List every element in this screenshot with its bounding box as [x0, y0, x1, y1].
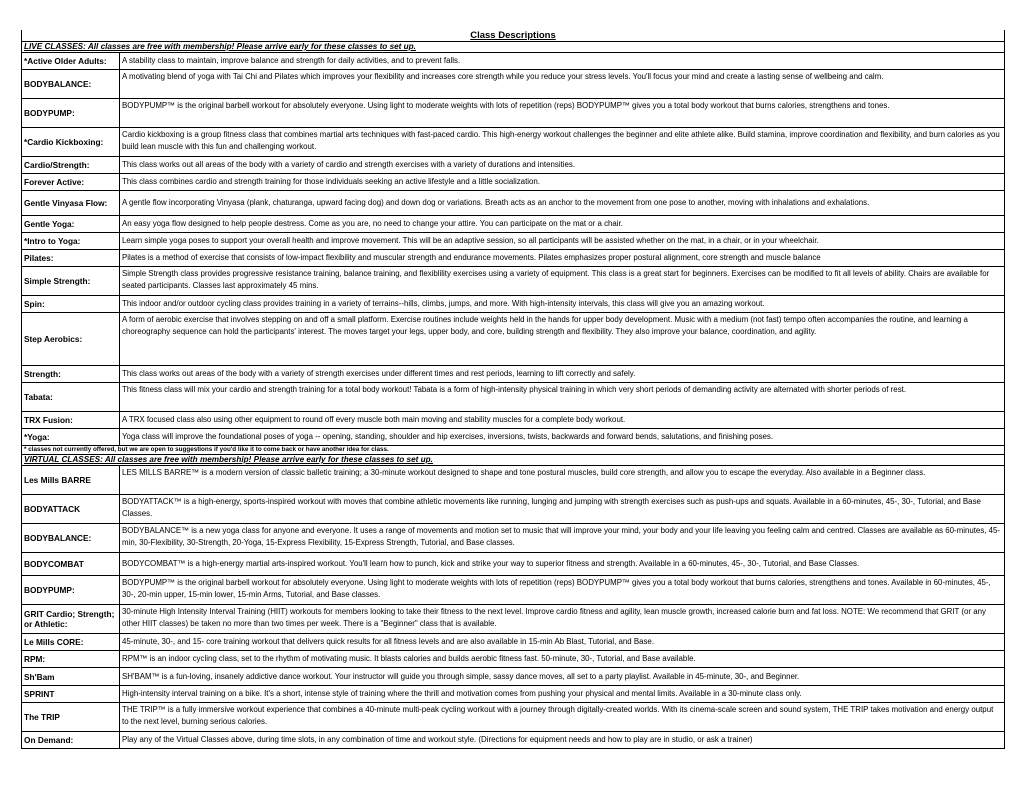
class-descriptions-table [21, 30, 1005, 749]
class-name: *Intro to Yoga: [22, 233, 120, 249]
class-description: This indoor and/or outdoor cycling class provides training in a variety of terrains--hills, climbs, jumps, and more. With high-intensity intervals, this class will give you an amazing workout. [122, 299, 765, 308]
class-description: Simple Strength class provides progressive resistance training, balance training, and flexiblility exercises using a variety of equipment. This class is a great start for beginners. Exercises can be modified to fit all levels of ability. Chairs are available for seated participants. Classes last approximately 45 mins. [122, 269, 990, 290]
table-row [22, 383, 1004, 412]
class-description: An easy yoga flow designed to help people destress. Come as you are, no need to change your attire. You can participate on the mat or a chair. [122, 219, 623, 228]
class-name: GRIT Cardio; Strength; or Athletic: [22, 605, 120, 633]
class-name: Gentle Yoga: [22, 216, 120, 232]
class-name: Tabata: [22, 383, 120, 411]
class-description: BODYPUMP™ is the original barbell workout for absolutely everyone. Using light to moderate weights with lots of repetition (reps) BODYPUMP™ gives you a total body workout that burns calories, strengthens and tones. [122, 101, 890, 110]
table-row [22, 216, 1004, 233]
class-name: Simple Strength: [22, 267, 120, 295]
class-name: Sh'Bam [22, 668, 120, 685]
table-row [22, 99, 1004, 128]
table-row [22, 668, 1004, 686]
class-name: *Cardio Kickboxing: [22, 128, 120, 156]
table-row [22, 412, 1004, 429]
class-description: BODYPUMP™ is the original barbell workout for absolutely everyone. Using light to moderate weights with lots of repetition (reps) BODYPUMP™ gives you a total body workout that burns calories, strengthens and tones. Available in 60-minutes, 45-, 30-, 20-min upper, 15-min lower, 15-min Arms, Tutorial, and Base classes. [122, 578, 991, 599]
class-description: BODYBALANCE™ is a new yoga class for anyone and everyone. It uses a range of movements and motion set to music that will improve your mind, your body and your life leaving you feeling calm and centred. Classes are available as 60-minutes, 45-min, 30-Flexibility, 30-Strength, 20-Yoga, 15-Express Flexibility, 15-Express Strength, Tutorial, and Base classes. [122, 526, 1001, 547]
live-classes-heading: LIVE CLASSES: All classes are free with membership! Please arrive early for these classes to set up. [22, 42, 1004, 53]
class-name: TRX Fusion: [22, 412, 120, 428]
class-description: This fitness class will mix your cardio and strength training for a total body workout! Tabata is a form of high-intensity physical training in which very short periods of demanding activity are alternated with shorter periods of rest. [122, 385, 907, 394]
table-row [22, 524, 1004, 553]
table-row [22, 53, 1004, 70]
class-description: 45-minute, 30-, and 15- core training workout that delivers quick results for all fitness levels and are also available in 15-min Ab Blast, Tutorial, and Base. [122, 637, 655, 646]
class-name: On Demand: [22, 732, 120, 748]
class-name: BODYPUMP: [22, 99, 120, 127]
class-description: Yoga class will improve the foundational poses of yoga -- opening, standing, shoulder and hip exercises, inversions, twists, backwards and forward bends, salutations, and finishing poses. [122, 432, 774, 441]
class-name: BODYCOMBAT [22, 553, 120, 575]
class-name: SPRINT [22, 686, 120, 702]
class-name: BODYPUMP: [22, 576, 120, 604]
virtual-classes-heading: VIRTUAL CLASSES: All classes are free with membership! Please arrive early for these classes to set up. [22, 455, 1004, 466]
class-description: Play any of the Virtual Classes above, during time slots, in any combination of time and workout style. (Directions for equipment needs and how to play are in studio, or ask a trainer) [122, 735, 753, 744]
table-row [22, 651, 1004, 668]
class-description: 30-minute High Intensity Interval Training (HIIT) workouts for members looking to take their fitness to the next level. Improve cardio fitness and agility, lean muscle growth, increased calorie burn and fat loss. NOTE: We recommend that GRIT (or any other HIIT classes) be taken no more than two times per week. There is a "Beginner" class that is available. [122, 607, 986, 628]
table-row [22, 157, 1004, 174]
class-name: BODYBALANCE: [22, 70, 120, 98]
table-row [22, 128, 1004, 157]
table-row [22, 553, 1004, 576]
class-description: A form of aerobic exercise that involves stepping on and off a small platform. Exercise routines include weights held in the hands for upper body development. Music with a medium (not fast) tempo often accompanies the routine, and learning a choreography sequence can hold the participants' interest. The moves target your legs, upper body, and core, building strength and flexibility. They also improve your balance, coordination, and agility. [122, 315, 968, 336]
table-row [22, 686, 1004, 703]
table-row [22, 703, 1004, 732]
class-description: LES MILLS BARRE™ is a modern version of classic balletic training; a 30-minute workout designed to shape and tone postural muscles, build core strength, and allow you to escape the everyday. Also available in a Beginner class. [122, 468, 926, 477]
table-row [22, 429, 1004, 446]
class-description: Cardio kickboxing is a group fitness class that combines martial arts techniques with fast-paced cardio. This high-energy workout challenges the beginner and elite athlete alike. Build stamina, improve coordination and flexibility, and burn calories as you build lean muscle with this fun and challenging workout. [122, 130, 1000, 151]
table-row [22, 70, 1004, 99]
class-name: *Active Older Adults: [22, 53, 120, 69]
footnote: * classes not currently offered, but we are open to suggestions if you'd like it to come back or have another idea for class. [22, 446, 1004, 455]
table-row [22, 634, 1004, 651]
class-description: A TRX focused class also using other equipment to round off every muscle both main moving and stability muscles for a complete body workout. [122, 415, 626, 424]
class-description: Pilates is a method of exercise that consists of low-impact flexibility and muscular strength and endurance movements. Pilates emphasizes proper postural alignment, core strength and muscle balance [122, 253, 821, 262]
class-name: Strength: [22, 366, 120, 382]
table-row [22, 174, 1004, 191]
class-description: BODYATTACK™ is a high-energy, sports-inspired workout with moves that combine athletic movements like running, lunging and jumping with strength exercises such as push-ups and squats. Available in a 60-minutes, 45-, 30-, Tutorial, and Base Classes. [122, 497, 981, 518]
class-description: A gentle flow incorporating Vinyasa (plank, chaturanga, upward facing dog) and down dog or variations. Breath acts as an anchor to the movement from one pose to another, moving with inhalations and exhalations. [122, 198, 870, 207]
class-description: BODYCOMBAT™ is a high-energy martial arts-inspired workout. You'll learn how to punch, kick and strike your way to superior fitness and strength. Available in a 60-minutes, 45-, 30-, Tutorial, and Base Classes. [122, 559, 860, 568]
table-row [22, 605, 1004, 634]
class-name: Spin: [22, 296, 120, 312]
class-description: This class works out areas of the body with a variety of strength exercises under different times and rest periods, learning to lift correctly and safely. [122, 369, 636, 378]
table-row [22, 233, 1004, 250]
table-row [22, 296, 1004, 313]
class-name: Pilates: [22, 250, 120, 266]
class-description: A motivating blend of yoga with Tai Chi and Pilates which improves your flexibility and increases core strength while you reduce your stress levels. You'll focus your mind and create a lasting sense of wellbeing and calm. [122, 72, 884, 81]
class-description: This class works out all areas of the body with a variety of cardio and strength exercises with a variety of durations and intensities. [122, 160, 576, 169]
class-name: Step Aerobics: [22, 313, 120, 365]
class-description: This class combines cardio and strength training for those individuals seeking an active lifestyle and a little socialization. [122, 177, 540, 186]
class-name: Forever Active: [22, 174, 120, 190]
table-row [22, 576, 1004, 605]
table-row [22, 466, 1004, 495]
class-description: RPM™ is an indoor cycling class, set to the rhythm of motivating music. It blasts calories and builds aerobic fitness fast. 50-minute, 30-, Tutorial, and Base available. [122, 654, 696, 663]
table-row [22, 267, 1004, 296]
class-name: The TRIP [22, 703, 120, 731]
class-name: Le Mills CORE: [22, 634, 120, 650]
page-title: Class Descriptions [22, 30, 1004, 42]
class-description: A stability class to maintain, improve balance and strength for daily activities, and to prevent falls. [122, 56, 461, 65]
class-description: SH'BAM™ is a fun-loving, insanely addictive dance workout. Your instructor will guide you through simple, sassy dance moves, all set to a party playlist. Available in 45-minute, 30-, and Beginner. [122, 671, 800, 681]
table-row [22, 495, 1004, 524]
table-row [22, 250, 1004, 267]
class-name: Les Mills BARRE [22, 466, 120, 494]
table-row [22, 191, 1004, 216]
table-row [22, 313, 1004, 366]
table-row [22, 732, 1004, 749]
class-description: High-intensity interval training on a bike. It's a short, intense style of training where the thrill and motivation comes from pushing your physical and mental limits. Available in a 30-minute class only. [122, 689, 802, 698]
class-description: THE TRIP™ is a fully immersive workout experience that combines a 40-minute multi-peak cycling workout with a journey through digitally-created worlds. With its cinema-scale screen and sound system, THE TRIP takes motivation and energy output to the next level, burning serious calories. [122, 705, 994, 726]
class-name: Cardio/Strength: [22, 157, 120, 173]
table-row [22, 366, 1004, 383]
class-name: *Yoga: [22, 429, 120, 445]
class-name: BODYBALANCE: [22, 524, 120, 552]
class-name: RPM: [22, 651, 120, 667]
class-name: Gentle Vinyasa Flow: [22, 191, 120, 215]
class-description: Learn simple yoga poses to support your overall health and improve movement. This will be an adaptive session, so all participants will be assisted whether on the mat, in a chair, or in your wheelchair. [122, 236, 819, 245]
class-name: BODYATTACK [22, 495, 120, 523]
